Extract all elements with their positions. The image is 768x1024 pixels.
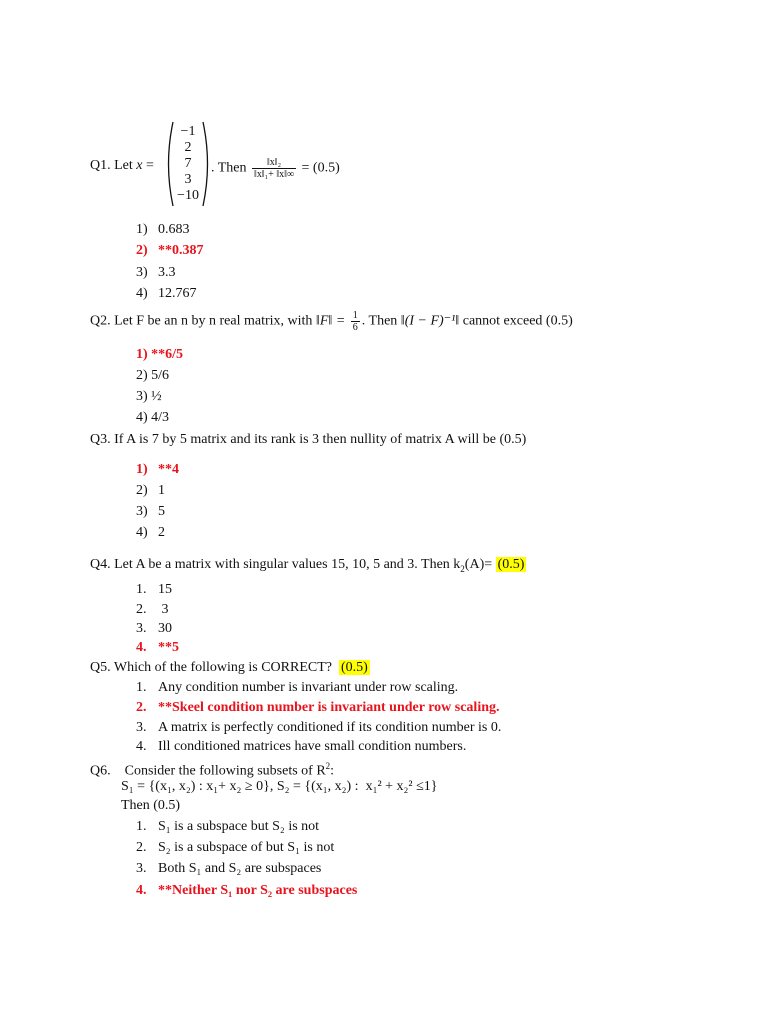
option-num: 2) — [136, 243, 148, 258]
option-num: 2. — [136, 602, 147, 617]
q4-option-3 — [136, 620, 172, 637]
q1-eq: = — [142, 158, 154, 173]
option-text: **6/5 — [151, 347, 184, 362]
q6-option-4-answer — [136, 882, 358, 899]
option-text: **Neither S₁ nor S₂ are subspaces — [158, 883, 358, 898]
option-num: 1. — [136, 819, 147, 834]
option-text: 3 — [158, 602, 169, 617]
q5-option-2-answer — [136, 699, 500, 716]
option-text: **4 — [158, 462, 179, 477]
option-text: **0.387 — [158, 243, 204, 258]
option-text: ½ — [151, 389, 162, 404]
option-text: 5/6 — [151, 368, 170, 383]
vector-entry: 3 — [184, 172, 192, 187]
q6-sets: S₁ = {(x₁, x₂) : x₁+ x₂ ≥ 0}, S₂ = {(x₁, x₂) : x₁² + x₂² ≤1} — [121, 779, 438, 794]
q2-option-3 — [136, 388, 162, 405]
option-text: 5 — [158, 504, 165, 519]
option-text: 12.767 — [158, 286, 197, 301]
q2-option-4 — [136, 409, 169, 426]
q1-then: . Then — [211, 160, 251, 176]
option-num: 4) — [136, 410, 148, 425]
option-text: Any condition number is invariant under row scaling. — [158, 680, 459, 695]
q1-rest — [211, 157, 340, 180]
vector-entry: −1 — [180, 124, 196, 139]
q1-fraction — [252, 157, 296, 180]
q4-option-2 — [136, 601, 169, 618]
q1-question — [90, 157, 154, 174]
option-num: 1) — [136, 347, 148, 362]
q1-option-3 — [136, 264, 176, 281]
option-text: Ill conditioned matrices have small condition numbers. — [158, 739, 467, 754]
option-text: 1 — [158, 483, 165, 498]
option-text: 0.683 — [158, 222, 190, 237]
option-num: 3. — [136, 861, 147, 876]
q1-suffix: = (0.5) — [301, 160, 340, 176]
q2-expr: ‖(I − F)⁻¹‖ — [400, 313, 460, 329]
q1-prefix: Q1. Let — [90, 158, 137, 173]
option-num: 4. — [136, 739, 147, 754]
q3-option-4 — [136, 524, 165, 541]
q2-option-2 — [136, 367, 169, 384]
q3-question: Q3. If A is 7 by 5 matrix and its rank is 3 then nullity of matrix A will be (0.5) — [90, 432, 527, 447]
option-text: 15 — [158, 582, 172, 597]
q4-option-1 — [136, 581, 172, 598]
option-text: S₂ is a subspace of but S₁ is not — [158, 840, 335, 855]
vector-entry: −10 — [177, 188, 199, 203]
q6-option-3 — [136, 860, 322, 877]
q3-option-1-answer — [136, 461, 179, 478]
q6-option-2 — [136, 839, 335, 856]
q5-text: Q5. Which of the following is CORRECT? — [90, 660, 339, 675]
q5-mark-highlight: (0.5) — [341, 660, 368, 675]
q4-option-4-answer — [136, 639, 179, 656]
q6-text: Q6. Consider the following subsets of R — [90, 763, 326, 779]
option-num: 1) — [136, 222, 148, 237]
q3-option-2 — [136, 482, 165, 499]
q2-option-1-answer — [136, 346, 183, 363]
q5-option-4 — [136, 738, 467, 755]
q2-mid: . Then — [361, 313, 401, 329]
option-text: **5 — [158, 640, 179, 655]
option-text: 30 — [158, 621, 172, 636]
option-num: 1. — [136, 582, 147, 597]
q5-question — [90, 659, 370, 676]
q6-superscript: 2 — [325, 761, 331, 771]
q4-text: Q4. Let A be a matrix with singular values 15, 10, 5 and 3. Then k — [90, 557, 461, 572]
option-num: 2) — [136, 483, 148, 498]
option-num: 3. — [136, 720, 147, 735]
q1-option-4 — [136, 285, 197, 302]
option-text: 3.3 — [158, 265, 176, 280]
q4-subscript: 2 — [460, 563, 465, 574]
q1-var: x — [136, 158, 143, 173]
q2-prefix: Q2. Let F be an n by n real matrix, with — [90, 313, 316, 329]
option-num: 4) — [136, 286, 148, 301]
q1-frac-num: ‖x‖₂ — [252, 157, 296, 169]
q5-option-3 — [136, 719, 502, 736]
q6-question — [90, 758, 334, 780]
q4-text-b: (A)= — [464, 557, 496, 572]
vector-entry: 7 — [184, 156, 192, 171]
q6-then: Then (0.5) — [121, 798, 181, 813]
option-num: 3. — [136, 621, 147, 636]
q2-norm: ‖F‖ = — [315, 313, 349, 329]
option-num: 4. — [136, 640, 147, 655]
option-num: 2) — [136, 368, 148, 383]
q4-question — [90, 556, 526, 578]
q2-frac-den: 6 — [352, 322, 358, 333]
q4-mark-highlight: (0.5) — [497, 557, 525, 572]
q1-vector — [163, 121, 213, 207]
q2-frac-num: 1 — [352, 310, 358, 321]
q2-question — [90, 310, 573, 333]
option-text: **Skeel condition number is invariant under row scaling. — [158, 700, 500, 715]
q2-suffix: cannot exceed (0.5) — [459, 313, 573, 329]
q2-fraction — [351, 310, 360, 333]
q5-option-1 — [136, 679, 459, 696]
option-text: 4/3 — [151, 410, 170, 425]
option-num: 4) — [136, 525, 148, 540]
option-text: 2 — [158, 525, 165, 540]
option-num: 3) — [136, 265, 148, 280]
option-num: 4. — [136, 883, 147, 898]
vector-entry: 2 — [184, 140, 192, 155]
option-num: 3) — [136, 504, 148, 519]
option-text: S₁ is a subspace but S₂ is not — [158, 819, 320, 834]
option-num: 2. — [136, 840, 147, 855]
q1-frac-den: ‖x‖₁+ ‖x‖∞ — [254, 169, 295, 180]
q6-text-b: : — [330, 763, 335, 779]
option-num: 1) — [136, 462, 148, 477]
q1-option-1 — [136, 221, 190, 238]
option-text: Both S₁ and S₂ are subspaces — [158, 861, 322, 876]
q1-option-2-answer — [136, 242, 204, 259]
q3-option-3 — [136, 503, 165, 520]
q6-option-1 — [136, 818, 320, 835]
option-text: A matrix is perfectly conditioned if its condition number is 0. — [158, 720, 502, 735]
option-num: 3) — [136, 389, 148, 404]
option-num: 1. — [136, 680, 147, 695]
option-num: 2. — [136, 700, 147, 715]
